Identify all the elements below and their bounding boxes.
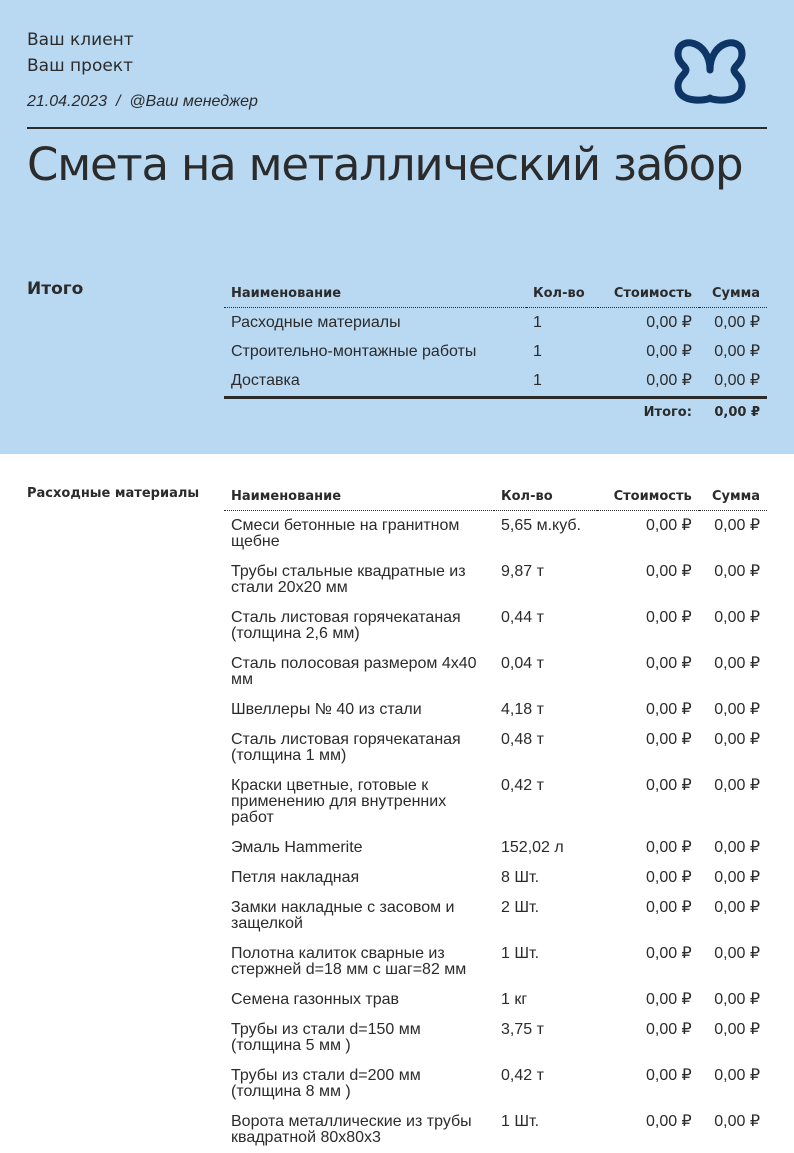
cell-price: 0,00 ₽	[645, 991, 692, 1008]
table-row	[224, 1061, 767, 1107]
cell-price: 0,00 ₽	[645, 701, 692, 718]
cell-qty: 0,44 т	[501, 609, 544, 626]
cell-price: 0,00 ₽	[645, 945, 692, 962]
cell-qty: 1	[533, 314, 542, 331]
cell-sum: 0,00 ₽	[714, 609, 760, 626]
cell-price: 0,00 ₽	[645, 869, 692, 886]
cell-qty: 0,48 т	[501, 731, 544, 748]
col-header-qty: Кол-во	[494, 483, 597, 511]
cell-price: 0,00 ₽	[645, 609, 692, 626]
cell-sum: 0,00 ₽	[714, 1113, 760, 1130]
cell-name: Семена газонных трав	[231, 991, 400, 1008]
cell-name: Доставка	[231, 372, 300, 389]
cell-qty: 0,42 т	[501, 1067, 544, 1084]
col-header-qty: Кол-во	[526, 280, 598, 308]
table-row	[224, 649, 767, 695]
col-header-sum: Сумма	[699, 483, 767, 511]
summary-section-label: Итого	[27, 279, 84, 299]
table-row	[224, 511, 767, 558]
cell-name: Полотна калиток сварные из стержней d=18 мм с шаг=82 мм	[231, 945, 467, 978]
cell-sum: 0,00 ₽	[714, 372, 760, 389]
cell-sum: 0,00 ₽	[714, 563, 760, 580]
table-row	[224, 1107, 767, 1153]
cell-name: Замки накладные с засовом и защелкой	[231, 899, 455, 932]
table-row	[224, 725, 767, 771]
meta-separator: /	[115, 93, 121, 110]
cell-price: 0,00 ₽	[645, 655, 692, 672]
cell-qty: 0,42 т	[501, 777, 544, 794]
cell-name: Смеси бетонные на гранитном щебне	[231, 517, 460, 550]
cell-price: 0,00 ₽	[646, 372, 692, 389]
cell-qty: 1 кг	[501, 991, 528, 1008]
table-row	[224, 833, 767, 863]
table-row	[224, 695, 767, 725]
cell-name: Сталь листовая горячекатаная (толщина 1 мм)	[231, 731, 461, 764]
summary-table	[224, 280, 767, 427]
table-row	[224, 557, 767, 603]
cell-name: Швеллеры № 40 из стали	[231, 701, 422, 718]
quatrefoil-logo-icon	[670, 30, 750, 110]
col-header-price: Стоимость	[598, 280, 699, 308]
cell-name: Сталь листовая горячекатаная (толщина 2,6 мм)	[231, 609, 461, 642]
total-row	[224, 398, 767, 428]
cell-sum: 0,00 ₽	[714, 731, 760, 748]
total-value: 0,00 ₽	[699, 398, 767, 428]
cell-sum: 0,00 ₽	[714, 869, 760, 886]
cell-name: Трубы из стали d=150 мм (толщина 5 мм )	[231, 1021, 421, 1054]
table-row	[224, 366, 767, 398]
cell-sum: 0,00 ₽	[714, 517, 760, 534]
table-row	[224, 939, 767, 985]
cell-name: Сталь полосовая размером 4х40 мм	[231, 655, 477, 688]
cell-price: 0,00 ₽	[646, 343, 692, 360]
col-header-name: Наименование	[224, 483, 494, 511]
cell-sum: 0,00 ₽	[714, 1067, 760, 1084]
cell-price: 0,00 ₽	[645, 1113, 692, 1130]
table-row	[224, 308, 767, 338]
cell-sum: 0,00 ₽	[714, 314, 760, 331]
materials-section-label: Расходные материалы	[27, 486, 200, 501]
table-row	[224, 1015, 767, 1061]
cell-qty: 0,04 т	[501, 655, 544, 672]
cell-price: 0,00 ₽	[645, 899, 692, 916]
col-header-price: Стоимость	[597, 483, 698, 511]
cell-name: Строительно-монтажные работы	[231, 343, 477, 360]
cell-name: Ворота металлические из трубы квадратной 80х80х3	[231, 1113, 472, 1146]
cell-name: Эмаль Hammerite	[231, 839, 363, 856]
col-header-sum: Сумма	[699, 280, 767, 308]
cell-sum: 0,00 ₽	[714, 777, 760, 794]
cell-sum: 0,00 ₽	[714, 701, 760, 718]
cell-qty: 1 Шт.	[501, 945, 540, 962]
cell-price: 0,00 ₽	[645, 517, 692, 534]
project-name: Ваш проект	[27, 56, 133, 76]
cell-qty: 8 Шт.	[501, 869, 540, 886]
cell-qty: 9,87 т	[501, 563, 544, 580]
table-row	[224, 771, 767, 833]
cell-price: 0,00 ₽	[645, 777, 692, 794]
cell-sum: 0,00 ₽	[714, 899, 760, 916]
cell-price: 0,00 ₽	[646, 314, 692, 331]
cell-sum: 0,00 ₽	[714, 839, 760, 856]
cell-name: Трубы стальные квадратные из стали 20х20 мм	[231, 563, 466, 596]
cell-name: Расходные материалы	[231, 314, 401, 331]
table-row	[224, 863, 767, 893]
cell-price: 0,00 ₽	[645, 1067, 692, 1084]
cell-price: 0,00 ₽	[645, 731, 692, 748]
cell-sum: 0,00 ₽	[714, 655, 760, 672]
cell-sum: 0,00 ₽	[714, 1021, 760, 1038]
table-row	[224, 893, 767, 939]
cell-qty: 1 Шт.	[501, 1113, 540, 1130]
col-header-name: Наименование	[224, 280, 526, 308]
table-row	[224, 603, 767, 649]
cell-price: 0,00 ₽	[645, 839, 692, 856]
cell-qty: 1	[533, 372, 542, 389]
cell-name: Петля накладная	[231, 869, 360, 886]
header-divider	[27, 127, 767, 129]
cell-qty: 1	[533, 343, 542, 360]
cell-sum: 0,00 ₽	[714, 945, 760, 962]
cell-sum: 0,00 ₽	[714, 991, 760, 1008]
date: 21.04.2023	[27, 93, 108, 110]
total-spacer	[224, 398, 526, 428]
table-row	[224, 337, 767, 366]
total-spacer	[526, 398, 598, 428]
materials-table	[224, 483, 767, 1153]
cell-qty: 4,18 т	[501, 701, 544, 718]
cell-price: 0,00 ₽	[645, 1021, 692, 1038]
cell-qty: 152,02 л	[501, 839, 564, 856]
cell-qty: 3,75 т	[501, 1021, 544, 1038]
cell-qty: 2 Шт.	[501, 899, 540, 916]
cell-name: Краски цветные, готовые к применению для внутренних работ	[231, 777, 447, 826]
cell-sum: 0,00 ₽	[714, 343, 760, 360]
meta-line	[27, 93, 258, 111]
manager: @Ваш менеджер	[129, 93, 258, 110]
client-block	[27, 27, 134, 79]
total-label: Итого:	[598, 398, 699, 428]
cell-price: 0,00 ₽	[645, 563, 692, 580]
cell-name: Трубы из стали d=200 мм (толщина 8 мм )	[231, 1067, 421, 1100]
page-title: Смета на металлический забор	[27, 138, 743, 191]
client-name: Ваш клиент	[27, 30, 134, 50]
table-row	[224, 985, 767, 1015]
cell-qty: 5,65 м.куб.	[501, 517, 581, 534]
header-band	[0, 0, 794, 454]
